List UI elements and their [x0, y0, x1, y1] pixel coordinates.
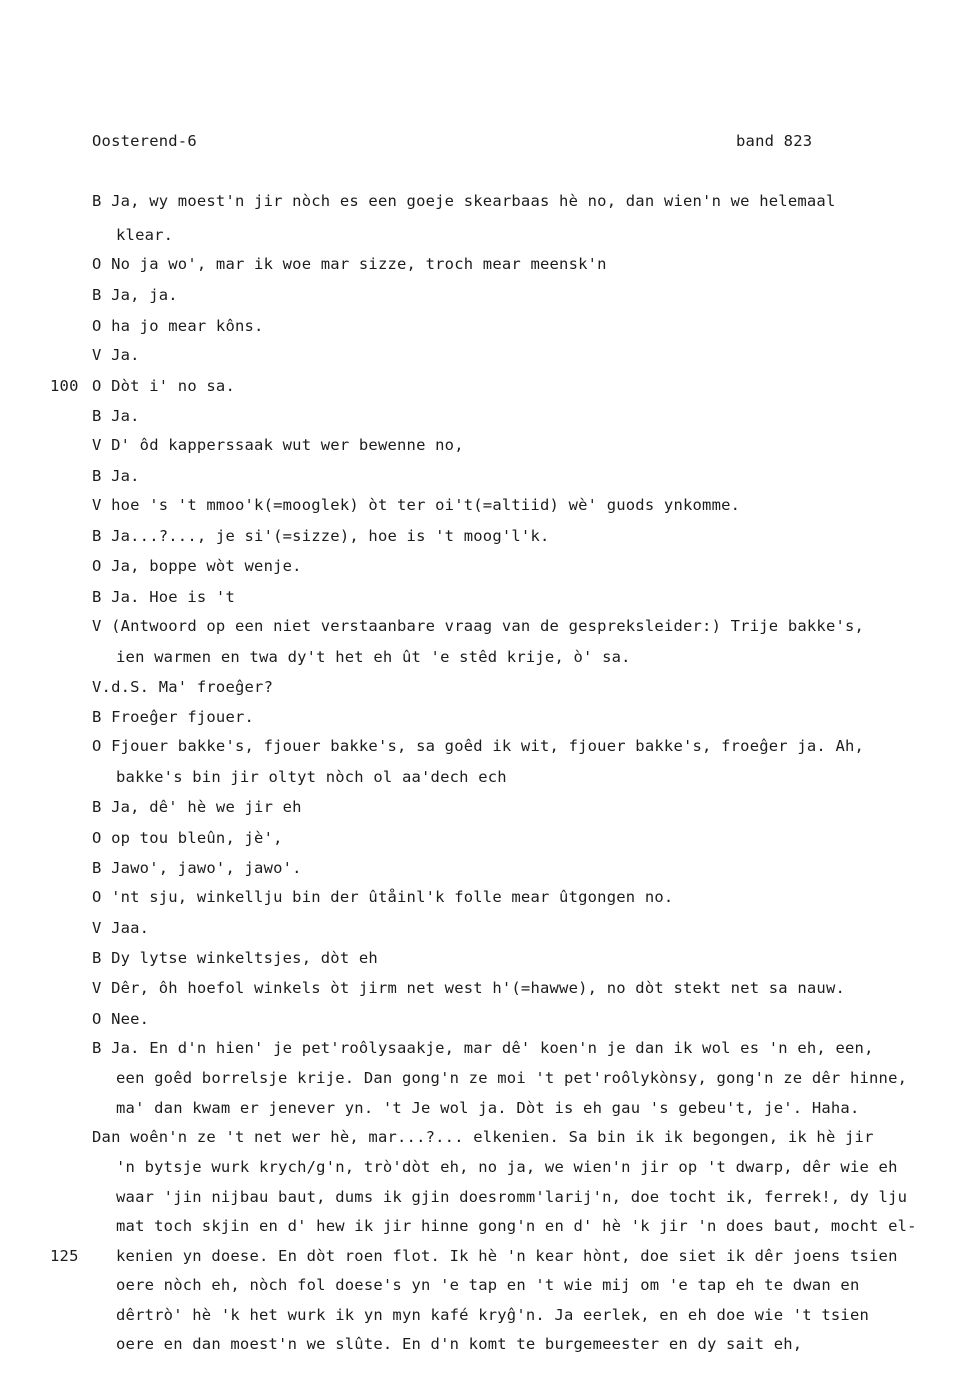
- transcript-line: B Ja. En d'n hien' je pet'roôlysaakje, mar dê' koen'n je dan ik wol es 'n eh, een,: [92, 1039, 874, 1057]
- transcript-line: B Ja...?..., je si'(=sizze), hoe is 't moog'l'k.: [92, 527, 550, 545]
- transcript-line: B Ja. Hoe is 't: [92, 588, 235, 606]
- transcript-line: Dan woên'n ze 't net wer hè, mar...?... elkenien. Sa bin ik ik begongen, ik hè jir: [92, 1128, 874, 1146]
- transcript-line: O Ja, boppe wòt wenje.: [92, 557, 302, 575]
- transcript-line: ma' dan kwam er jenever yn. 't Je wol ja. Dòt is eh gau 's gebeu't, je'. Haha.: [116, 1099, 860, 1117]
- transcript-line: bakke's bin jir oltyt nòch ol aa'dech ech: [116, 768, 507, 786]
- transcript-line: kenien yn doese. En dòt roen flot. Ik hè 'n kear hònt, doe siet ik dêr joens tsien: [116, 1247, 898, 1265]
- transcript-line: B Ja, wy moest'n jir nòch es een goeje skearbaas hè no, dan wien'n we helemaal: [92, 192, 836, 210]
- transcript-line: ien warmen en twa dy't het eh ût 'e stêd krije, ò' sa.: [116, 648, 631, 666]
- transcript-line: oere nòch eh, nòch fol doese's yn 'e tap en 't wie mij om 'e tap eh te dwan en: [116, 1276, 860, 1294]
- transcript-line: B Dy lytse winkeltsjes, dòt eh: [92, 949, 378, 967]
- transcript-line: O ha jo mear kôns.: [92, 317, 264, 335]
- transcript-line: V D' ôd kapperssaak wut wer bewenne no,: [92, 436, 464, 454]
- transcript-line: O No ja wo', mar ik woe mar sizze, troch mear meensk'n: [92, 255, 607, 273]
- transcript-line: oere en dan moest'n we slûte. En d'n komt te burgemeester en dy sait eh,: [116, 1335, 803, 1353]
- transcript-line: 'n bytsje wurk krych/g'n, trò'dòt eh, no ja, we wien'n jir op 't dwarp, dêr wie eh: [116, 1158, 898, 1176]
- transcript-line: V (Antwoord op een niet verstaanbare vraag van de gespreksleider:) Trije bakke's,: [92, 617, 865, 635]
- transcript-line: mat toch skjin en d' hew ik jir hinne gong'n en d' hè 'k jir 'n does baut, mocht el-: [116, 1217, 917, 1235]
- transcript-line: B Ja.: [92, 467, 140, 485]
- transcript-line: V.d.S. Ma' froeĝer?: [92, 678, 274, 696]
- transcript-line: B Froeĝer fjouer.: [92, 708, 255, 726]
- line-number-100: 100: [50, 377, 79, 395]
- transcript-line: dêrtrò' hè 'k het wurk ik yn myn kafé kryĝ'n. Ja eerlek, en eh doe wie 't tsien: [116, 1306, 870, 1324]
- transcript-line: O Fjouer bakke's, fjouer bakke's, sa goêd ik wit, fjouer bakke's, froeĝer ja. Ah,: [92, 737, 865, 755]
- transcript-line: B Ja, dê' hè we jir eh: [92, 798, 302, 816]
- transcript-line: O Dòt i' no sa.: [92, 377, 235, 395]
- transcript-line: V hoe 's 't mmoo'k(=mooglek) òt ter oi't(=altiid) wè' guods ynkomme.: [92, 496, 741, 514]
- header-location: Oosterend-6: [92, 132, 197, 150]
- transcript-line: B Jawo', jawo', jawo'.: [92, 859, 302, 877]
- transcript-line: B Ja.: [92, 407, 140, 425]
- transcript-line: waar 'jin nijbau baut, dums ik gjin doesromm'larij'n, doe tocht ik, ferrek!, dy lju: [116, 1188, 908, 1206]
- header-tape-number: band 823: [736, 132, 813, 150]
- line-number-125: 125: [50, 1247, 79, 1265]
- transcript-line: O Nee.: [92, 1010, 150, 1028]
- transcript-line: een goêd borrelsje krije. Dan gong'n ze moi 't pet'roôlykònsy, gong'n ze dêr hinne,: [116, 1069, 908, 1087]
- transcript-line: V Dêr, ôh hoefol winkels òt jirm net west h'(=hawwe), no dòt stekt net sa nauw.: [92, 979, 846, 997]
- transcript-line: V Ja.: [92, 346, 140, 364]
- transcript-line: O op tou bleûn, jè',: [92, 829, 283, 847]
- transcript-line: B Ja, ja.: [92, 286, 178, 304]
- transcript-line: O 'nt sju, winkellju bin der ûtåinl'k folle mear ûtgongen no.: [92, 888, 674, 906]
- transcript-line: V Jaa.: [92, 919, 150, 937]
- transcript-line: klear.: [116, 226, 174, 244]
